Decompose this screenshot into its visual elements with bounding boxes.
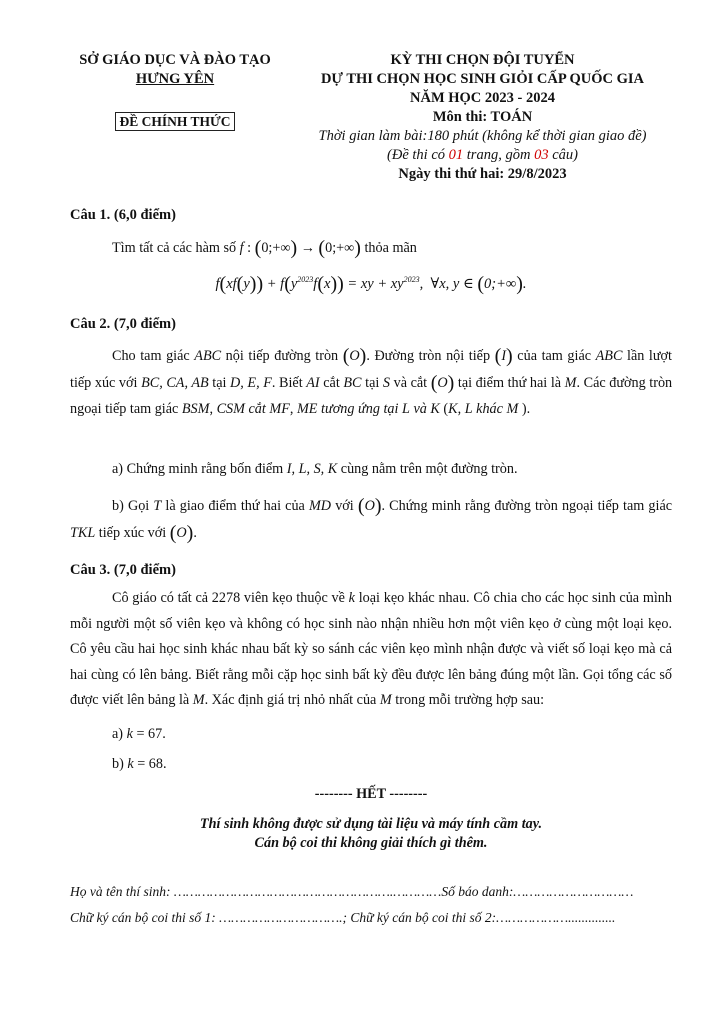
official-exam-label: ĐỀ CHÍNH THỨC — [115, 112, 234, 131]
exam-date: Ngày thi thứ hai: 29/8/2023 — [398, 166, 567, 182]
proctor-signature-line: Chữ ký cán bộ coi thi số 1: ………………………….; Chữ ký cán bộ coi thi số 2:……………….............. — [70, 910, 616, 925]
q2-statement: Cho tam giác ABC nội tiếp đường tròn (O). Đường tròn nội tiếp (I) của tam giác ABC lần lượt tiếp xúc với BC, CA, AB tại D, E, F. Biết AI cắt BC tại S và cắt (O) tại điểm thứ hai là M. Các đường tròn ngoại tiếp tam giác BSM, CSM cắt MF, ME tương ứng tại L và K (K, L khác M ). — [70, 345, 673, 418]
q2-part-a: a) Chứng minh rằng bốn điểm I, L, S, K cùng nằm trên một đường tròn. — [112, 461, 518, 477]
q2-title: Câu 2. (7,0 điểm) — [70, 316, 176, 332]
candidate-info-line: Họ và tên thí sinh: ……………………………………………….…………Số báo danh:………………………… — [70, 884, 634, 899]
exam-title: KỲ THI CHỌN ĐỘI TUYỂN — [390, 52, 575, 68]
q1-intro: Tìm tất cả các hàm số f : (0;+∞) → (0;+∞) thỏa mãn — [112, 237, 417, 259]
exam-notes — [70, 815, 672, 853]
exam-subtitle: DỰ THI CHỌN HỌC SINH GIỎI CẤP QUỐC GIA — [320, 71, 645, 87]
department-name: SỞ GIÁO DỤC VÀ ĐÀO TẠO — [79, 52, 271, 68]
q3-title: Câu 3. (7,0 điểm) — [70, 562, 176, 578]
header-right — [300, 51, 665, 184]
note-line-1: Thí sinh không được sử dụng tài liệu và máy tính cầm tay. — [199, 816, 543, 832]
page-info: (Đề thi có 01 trang, gồm 03 câu) — [387, 147, 578, 163]
note-line-2: Cán bộ coi thi không giải thích gì thêm. — [254, 835, 488, 851]
q3-case-b: b) k = 68. — [112, 756, 167, 772]
province-name: HƯNG YÊN — [135, 71, 215, 87]
header-left — [60, 51, 290, 132]
page-count: 01 — [448, 147, 464, 163]
end-mark: -------- HẾT -------- — [314, 786, 428, 802]
q1-title: Câu 1. (6,0 điểm) — [70, 207, 176, 223]
duration: Thời gian làm bài:180 phút (không kể thời gian giao đề) — [318, 128, 647, 144]
q3-case-a: a) k = 67. — [112, 726, 166, 742]
q3-statement: Cô giáo có tất cả 2278 viên kẹo thuộc về k loại kẹo khác nhau. Cô chia cho các học sinh của mình mỗi người một số viên kẹo và không có học sinh nào nhận nhiều hơn một viên kẹo ở cùng một loại kẹo. Cô yêu cầu hai học sinh khác nhau bất kỳ so sánh các viên kẹo mình nhận được và viết số loại kẹo mà cả hai cùng có lên bảng. Biết rằng mỗi cặp học sinh bất kỳ đều được lên bảng đúng một lần. Gọi tổng các số được viết lên bảng là M. Xác định giá trị nhỏ nhất của M trong mỗi trường hợp sau: — [70, 590, 672, 708]
subject: Môn thi: TOÁN — [432, 109, 533, 125]
question-count: 03 — [534, 147, 549, 163]
q2-part-b: b) Gọi T là giao điểm thứ hai của MD với (O). Chứng minh rằng đường tròn ngoại tiếp tam giác TKL tiếp xúc với (O). — [70, 495, 673, 544]
school-year: NĂM HỌC 2023 - 2024 — [410, 90, 555, 106]
q1-formula: $f(xf(y)) + f(y^{2023}f(x))$ = xy + $xy^{2023}$, ∀x, y ∈ (0;+∞). — [215, 273, 527, 295]
